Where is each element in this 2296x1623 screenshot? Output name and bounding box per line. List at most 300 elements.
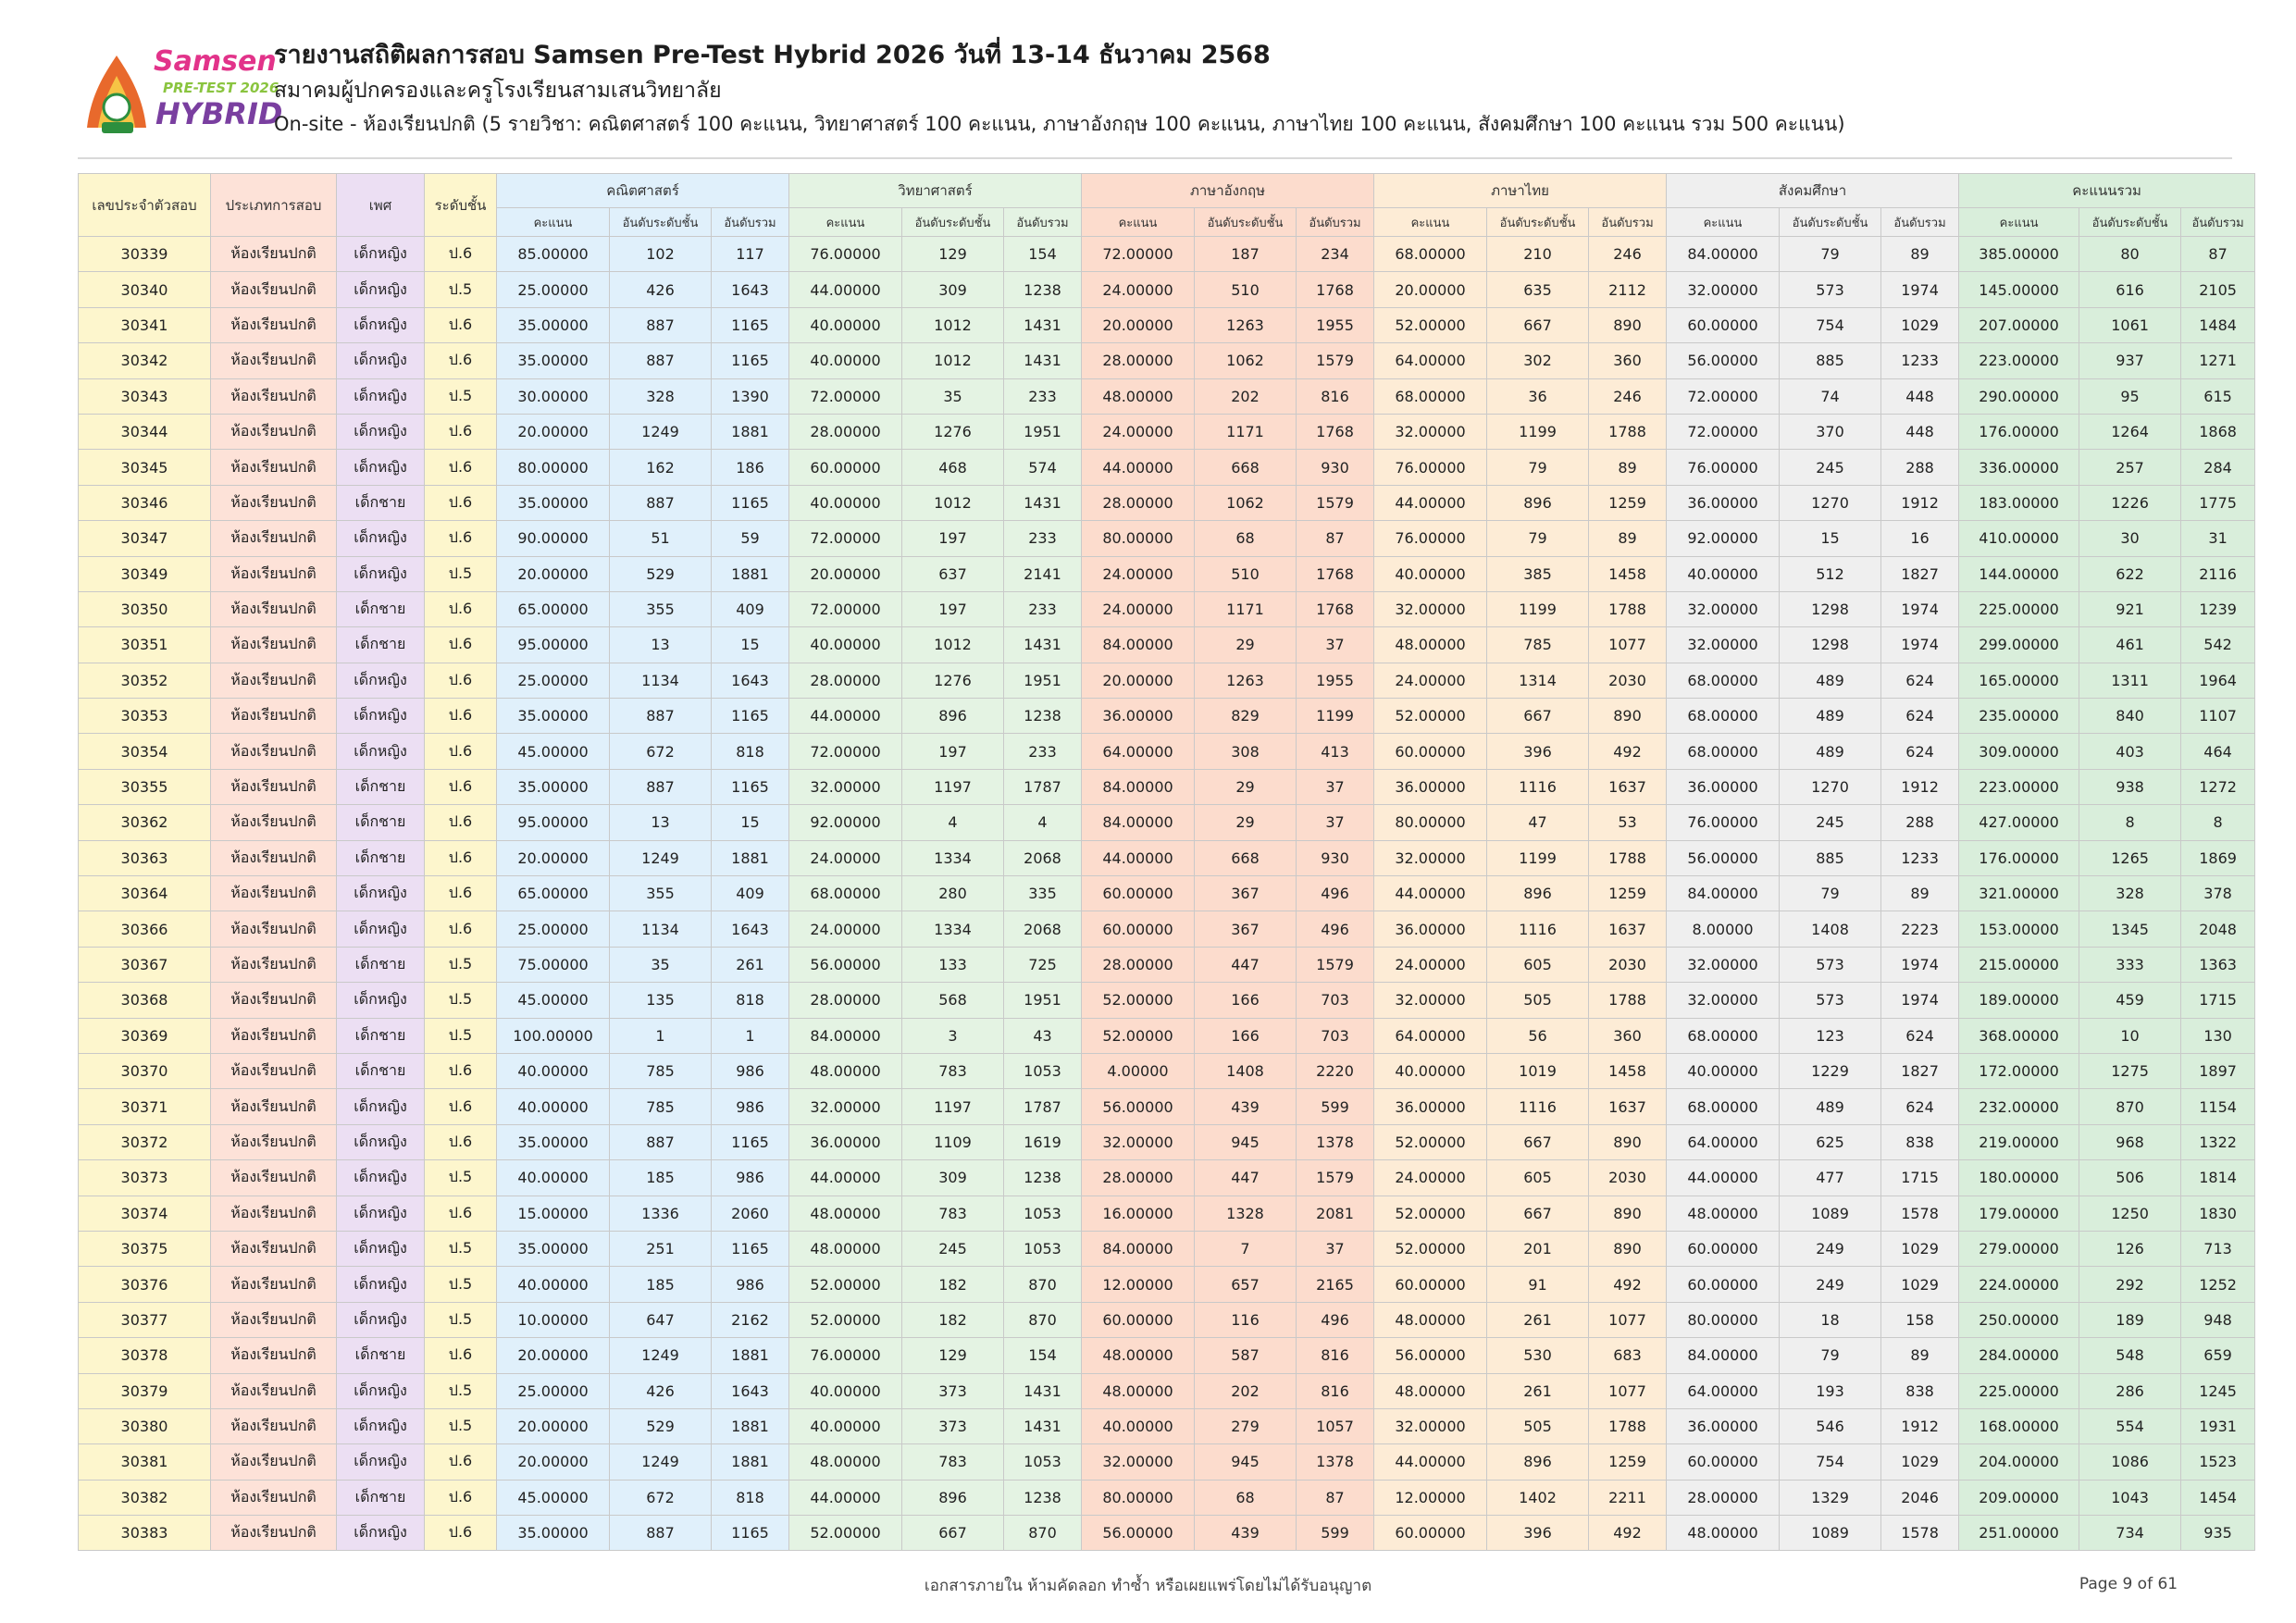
- cell-social-score: 84.00000: [1667, 876, 1780, 911]
- cell-math-rank-level: 887: [610, 307, 712, 342]
- cell-total-rank-all: 284: [2181, 450, 2255, 485]
- cell-total-rank-all: 2116: [2181, 556, 2255, 591]
- cell-sex: เด็กหญิง: [337, 272, 425, 307]
- cell-level: ป.6: [425, 1516, 497, 1551]
- cell-social-rank-all: 288: [1881, 450, 1959, 485]
- cell-social-rank-all: 2046: [1881, 1480, 1959, 1515]
- cell-math-score: 20.00000: [497, 556, 610, 591]
- cell-thai-rank-level: 605: [1487, 1160, 1589, 1196]
- cell-total-rank-level: 1264: [2079, 414, 2181, 449]
- cell-social-score: 60.00000: [1667, 1231, 1780, 1266]
- cell-total-rank-all: 615: [2181, 378, 2255, 414]
- cell-science-rank-all: 1951: [1004, 663, 1082, 698]
- cell-exam-id: 30344: [79, 414, 211, 449]
- cell-english-rank-all: 1579: [1297, 947, 1374, 982]
- cell-science-rank-level: 309: [902, 1160, 1004, 1196]
- cell-english-rank-level: 668: [1195, 840, 1297, 875]
- cell-social-rank-level: 1298: [1780, 627, 1881, 663]
- report-header: [78, 33, 2234, 150]
- cell-english-score: 80.00000: [1082, 521, 1195, 556]
- cell-social-score: 32.00000: [1667, 591, 1780, 626]
- cell-social-rank-level: 489: [1780, 699, 1881, 734]
- cell-social-score: 60.00000: [1667, 1444, 1780, 1480]
- cell-math-rank-all: 117: [712, 237, 789, 272]
- cell-thai-rank-level: 896: [1487, 485, 1589, 520]
- cell-sex: เด็กหญิง: [337, 1302, 425, 1337]
- cell-math-score: 35.00000: [497, 699, 610, 734]
- cell-science-rank-level: 35: [902, 378, 1004, 414]
- cell-thai-rank-all: 2211: [1589, 1480, 1667, 1515]
- cell-thai-score: 68.00000: [1374, 237, 1487, 272]
- cell-math-score: 45.00000: [497, 734, 610, 769]
- cell-science-rank-level: 1276: [902, 414, 1004, 449]
- cell-english-rank-all: 1579: [1297, 343, 1374, 378]
- cell-thai-rank-level: 1402: [1487, 1480, 1589, 1515]
- cell-thai-score: 24.00000: [1374, 1160, 1487, 1196]
- cell-level: ป.5: [425, 1018, 497, 1053]
- cell-total-rank-level: 1061: [2079, 307, 2181, 342]
- table-row: [79, 1480, 2255, 1515]
- cell-exam-type: ห้องเรียนปกติ: [211, 627, 337, 663]
- cell-total-score: 180.00000: [1959, 1160, 2079, 1196]
- cell-math-score: 45.00000: [497, 1480, 610, 1515]
- cell-thai-rank-level: 667: [1487, 307, 1589, 342]
- cell-thai-rank-all: 1259: [1589, 1444, 1667, 1480]
- cell-math-rank-level: 529: [610, 1408, 712, 1443]
- cell-science-rank-all: 154: [1004, 1338, 1082, 1373]
- cell-english-score: 32.00000: [1082, 1124, 1195, 1159]
- cell-level: ป.5: [425, 947, 497, 982]
- cell-total-score: 299.00000: [1959, 627, 2079, 663]
- cell-thai-score: 12.00000: [1374, 1480, 1487, 1515]
- cell-social-score: 72.00000: [1667, 414, 1780, 449]
- cell-exam-type: ห้องเรียนปกติ: [211, 1302, 337, 1337]
- cell-thai-rank-level: 1199: [1487, 840, 1589, 875]
- samsen-hybrid-logo: [78, 39, 283, 142]
- cell-math-score: 25.00000: [497, 1373, 610, 1408]
- cell-thai-rank-level: 302: [1487, 343, 1589, 378]
- cell-science-rank-all: 1238: [1004, 1160, 1082, 1196]
- cell-science-rank-level: 568: [902, 983, 1004, 1018]
- cell-sex: เด็กชาย: [337, 591, 425, 626]
- cell-math-rank-level: 887: [610, 1516, 712, 1551]
- cell-level: ป.6: [425, 1196, 497, 1231]
- cell-social-score: 32.00000: [1667, 272, 1780, 307]
- cell-english-score: 84.00000: [1082, 769, 1195, 804]
- cell-total-rank-level: 734: [2079, 1516, 2181, 1551]
- cell-social-score: 64.00000: [1667, 1373, 1780, 1408]
- cell-exam-id: 30380: [79, 1408, 211, 1443]
- cell-science-rank-all: 1431: [1004, 1373, 1082, 1408]
- cell-total-rank-level: 189: [2079, 1302, 2181, 1337]
- cell-math-score: 45.00000: [497, 983, 610, 1018]
- cell-thai-rank-level: 1199: [1487, 591, 1589, 626]
- cell-social-rank-all: 1974: [1881, 272, 1959, 307]
- cell-english-score: 72.00000: [1082, 237, 1195, 272]
- cell-sex: เด็กหญิง: [337, 734, 425, 769]
- cell-exam-id: 30362: [79, 805, 211, 840]
- cell-exam-type: ห้องเรียนปกติ: [211, 556, 337, 591]
- cell-thai-rank-level: 201: [1487, 1231, 1589, 1266]
- cell-total-rank-level: 1345: [2079, 911, 2181, 947]
- cell-total-rank-all: 1715: [2181, 983, 2255, 1018]
- subheader-rank-level: อันดับระดับชั้น: [1195, 208, 1297, 237]
- cell-exam-type: ห้องเรียนปกติ: [211, 1516, 337, 1551]
- cell-social-rank-level: 1229: [1780, 1053, 1881, 1088]
- cell-english-rank-level: 68: [1195, 521, 1297, 556]
- cell-social-score: 68.00000: [1667, 663, 1780, 698]
- cell-total-rank-all: 87: [2181, 237, 2255, 272]
- cell-english-score: 28.00000: [1082, 485, 1195, 520]
- cell-english-rank-level: 439: [1195, 1089, 1297, 1124]
- cell-science-rank-all: 1431: [1004, 627, 1082, 663]
- cell-math-rank-level: 1336: [610, 1196, 712, 1231]
- cell-social-rank-all: 624: [1881, 663, 1959, 698]
- cell-thai-rank-level: 261: [1487, 1373, 1589, 1408]
- cell-math-score: 95.00000: [497, 805, 610, 840]
- cell-social-rank-all: 1578: [1881, 1516, 1959, 1551]
- cell-social-rank-all: 1827: [1881, 1053, 1959, 1088]
- cell-thai-score: 76.00000: [1374, 521, 1487, 556]
- cell-thai-rank-all: 1077: [1589, 1373, 1667, 1408]
- cell-english-score: 28.00000: [1082, 343, 1195, 378]
- cell-social-score: 40.00000: [1667, 556, 1780, 591]
- cell-science-score: 24.00000: [789, 840, 902, 875]
- cell-thai-rank-level: 505: [1487, 983, 1589, 1018]
- cell-math-score: 85.00000: [497, 237, 610, 272]
- cell-social-rank-all: 1827: [1881, 556, 1959, 591]
- cell-science-rank-level: 1012: [902, 485, 1004, 520]
- cell-thai-score: 68.00000: [1374, 378, 1487, 414]
- table-row: [79, 414, 2255, 449]
- cell-english-rank-all: 496: [1297, 911, 1374, 947]
- cell-social-rank-level: 249: [1780, 1267, 1881, 1302]
- cell-thai-score: 80.00000: [1374, 805, 1487, 840]
- cell-social-score: 68.00000: [1667, 1018, 1780, 1053]
- subheader-rank-level: อันดับระดับชั้น: [1780, 208, 1881, 237]
- cell-thai-score: 36.00000: [1374, 769, 1487, 804]
- table-row: [79, 1408, 2255, 1443]
- cell-sex: เด็กชาย: [337, 805, 425, 840]
- cell-english-score: 44.00000: [1082, 450, 1195, 485]
- cell-science-score: 56.00000: [789, 947, 902, 982]
- cell-thai-score: 52.00000: [1374, 1124, 1487, 1159]
- cell-thai-score: 32.00000: [1374, 591, 1487, 626]
- cell-social-score: 32.00000: [1667, 983, 1780, 1018]
- cell-total-rank-all: 1271: [2181, 343, 2255, 378]
- cell-exam-type: ห้องเรียนปกติ: [211, 1231, 337, 1266]
- cell-english-rank-level: 1062: [1195, 485, 1297, 520]
- cell-science-rank-all: 1053: [1004, 1196, 1082, 1231]
- cell-english-rank-level: 279: [1195, 1408, 1297, 1443]
- cell-thai-score: 32.00000: [1374, 1408, 1487, 1443]
- cell-science-rank-all: 43: [1004, 1018, 1082, 1053]
- cell-total-rank-level: 328: [2079, 876, 2181, 911]
- cell-social-rank-all: 89: [1881, 1338, 1959, 1373]
- cell-exam-type: ห้องเรียนปกติ: [211, 1338, 337, 1373]
- cell-english-score: 40.00000: [1082, 1408, 1195, 1443]
- cell-total-rank-level: 840: [2079, 699, 2181, 734]
- cell-thai-rank-level: 91: [1487, 1267, 1589, 1302]
- cell-exam-id: 30367: [79, 947, 211, 982]
- cell-science-score: 32.00000: [789, 769, 902, 804]
- cell-total-rank-level: 968: [2079, 1124, 2181, 1159]
- cell-social-rank-all: 624: [1881, 1089, 1959, 1124]
- cell-thai-score: 56.00000: [1374, 1338, 1487, 1373]
- cell-english-rank-level: 166: [1195, 983, 1297, 1018]
- cell-english-rank-level: 1171: [1195, 591, 1297, 626]
- cell-thai-rank-all: 53: [1589, 805, 1667, 840]
- svg-text:PRE-TEST 2026: PRE-TEST 2026: [163, 80, 279, 96]
- cell-science-score: 72.00000: [789, 734, 902, 769]
- cell-exam-id: 30383: [79, 1516, 211, 1551]
- cell-english-rank-all: 2220: [1297, 1053, 1374, 1088]
- cell-english-rank-all: 1955: [1297, 663, 1374, 698]
- cell-science-rank-level: 783: [902, 1444, 1004, 1480]
- cell-thai-score: 48.00000: [1374, 1373, 1487, 1408]
- cell-english-rank-all: 930: [1297, 450, 1374, 485]
- col-header-level: ระดับชั้น: [425, 174, 497, 237]
- cell-social-rank-level: 79: [1780, 1338, 1881, 1373]
- cell-science-rank-all: 1238: [1004, 272, 1082, 307]
- cell-thai-rank-all: 1259: [1589, 876, 1667, 911]
- cell-thai-rank-level: 667: [1487, 1124, 1589, 1159]
- cell-science-score: 48.00000: [789, 1444, 902, 1480]
- col-header-id: เลขประจำตัวสอบ: [79, 174, 211, 237]
- cell-sex: เด็กหญิง: [337, 1231, 425, 1266]
- cell-exam-id: 30382: [79, 1480, 211, 1515]
- cell-exam-id: 30374: [79, 1196, 211, 1231]
- cell-exam-type: ห้องเรียนปกติ: [211, 1480, 337, 1515]
- cell-math-rank-all: 1165: [712, 769, 789, 804]
- cell-total-rank-all: 1931: [2181, 1408, 2255, 1443]
- cell-thai-rank-level: 385: [1487, 556, 1589, 591]
- cell-english-rank-all: 599: [1297, 1516, 1374, 1551]
- cell-science-rank-all: 4: [1004, 805, 1082, 840]
- cell-sex: เด็กชาย: [337, 627, 425, 663]
- cell-sex: เด็กชาย: [337, 485, 425, 520]
- cell-level: ป.6: [425, 1480, 497, 1515]
- table-row: [79, 1302, 2255, 1337]
- cell-science-score: 60.00000: [789, 450, 902, 485]
- cell-english-rank-all: 816: [1297, 1373, 1374, 1408]
- cell-math-rank-all: 261: [712, 947, 789, 982]
- table-row: [79, 450, 2255, 485]
- cell-science-rank-all: 154: [1004, 237, 1082, 272]
- cell-level: ป.5: [425, 1302, 497, 1337]
- cell-math-rank-all: 1: [712, 1018, 789, 1053]
- table-row: [79, 1231, 2255, 1266]
- cell-level: ป.5: [425, 378, 497, 414]
- cell-math-score: 25.00000: [497, 663, 610, 698]
- cell-thai-rank-all: 1637: [1589, 769, 1667, 804]
- cell-english-rank-all: 37: [1297, 1231, 1374, 1266]
- subheader-rank-all: อันดับรวม: [712, 208, 789, 237]
- table-row: [79, 521, 2255, 556]
- col-header-total: คะแนนรวม: [1959, 174, 2255, 208]
- cell-social-rank-all: 2223: [1881, 911, 1959, 947]
- table-row: [79, 876, 2255, 911]
- cell-math-rank-all: 1643: [712, 911, 789, 947]
- subheader-score: คะแนน: [1959, 208, 2079, 237]
- cell-math-score: 40.00000: [497, 1089, 610, 1124]
- cell-social-rank-level: 79: [1780, 237, 1881, 272]
- cell-english-score: 84.00000: [1082, 805, 1195, 840]
- cell-social-rank-level: 754: [1780, 307, 1881, 342]
- cell-social-rank-all: 624: [1881, 1018, 1959, 1053]
- cell-math-rank-level: 887: [610, 485, 712, 520]
- cell-total-rank-level: 506: [2079, 1160, 2181, 1196]
- cell-social-rank-all: 1974: [1881, 591, 1959, 626]
- cell-exam-type: ห้องเรียนปกติ: [211, 343, 337, 378]
- cell-thai-rank-all: 492: [1589, 1516, 1667, 1551]
- cell-exam-type: ห้องเรียนปกติ: [211, 450, 337, 485]
- cell-social-rank-level: 1089: [1780, 1196, 1881, 1231]
- cell-science-score: 68.00000: [789, 876, 902, 911]
- cell-total-rank-level: 126: [2079, 1231, 2181, 1266]
- cell-exam-type: ห้องเรียนปกติ: [211, 1196, 337, 1231]
- cell-science-score: 44.00000: [789, 272, 902, 307]
- cell-total-score: 225.00000: [1959, 1373, 2079, 1408]
- cell-science-score: 40.00000: [789, 627, 902, 663]
- cell-math-rank-level: 672: [610, 734, 712, 769]
- cell-math-rank-all: 186: [712, 450, 789, 485]
- cell-total-score: 250.00000: [1959, 1302, 2079, 1337]
- cell-level: ป.6: [425, 1053, 497, 1088]
- cell-thai-rank-level: 1116: [1487, 911, 1589, 947]
- cell-thai-rank-level: 79: [1487, 450, 1589, 485]
- cell-total-rank-all: 1363: [2181, 947, 2255, 982]
- cell-math-rank-all: 59: [712, 521, 789, 556]
- cell-social-rank-level: 489: [1780, 663, 1881, 698]
- cell-total-rank-all: 1322: [2181, 1124, 2255, 1159]
- col-header-english: ภาษาอังกฤษ: [1082, 174, 1374, 208]
- cell-science-rank-all: 870: [1004, 1267, 1082, 1302]
- cell-level: ป.6: [425, 734, 497, 769]
- cell-sex: เด็กหญิง: [337, 1124, 425, 1159]
- cell-exam-type: ห้องเรียนปกติ: [211, 1373, 337, 1408]
- cell-social-rank-level: 1270: [1780, 769, 1881, 804]
- cell-level: ป.5: [425, 556, 497, 591]
- cell-sex: เด็กชาย: [337, 1480, 425, 1515]
- cell-social-score: 68.00000: [1667, 734, 1780, 769]
- cell-math-rank-all: 1165: [712, 343, 789, 378]
- cell-total-rank-all: 1868: [2181, 414, 2255, 449]
- cell-social-rank-all: 1912: [1881, 485, 1959, 520]
- cell-science-rank-level: 129: [902, 1338, 1004, 1373]
- cell-math-rank-level: 162: [610, 450, 712, 485]
- cell-math-score: 40.00000: [497, 1160, 610, 1196]
- cell-social-rank-level: 546: [1780, 1408, 1881, 1443]
- table-row: [79, 378, 2255, 414]
- cell-total-rank-all: 378: [2181, 876, 2255, 911]
- cell-social-rank-all: 1029: [1881, 307, 1959, 342]
- cell-thai-rank-all: 492: [1589, 734, 1667, 769]
- cell-total-score: 219.00000: [1959, 1124, 2079, 1159]
- cell-social-score: 84.00000: [1667, 237, 1780, 272]
- cell-exam-id: 30347: [79, 521, 211, 556]
- cell-english-score: 48.00000: [1082, 1338, 1195, 1373]
- cell-math-rank-all: 1165: [712, 307, 789, 342]
- cell-math-rank-all: 1643: [712, 1373, 789, 1408]
- cell-math-score: 65.00000: [497, 876, 610, 911]
- cell-english-rank-all: 413: [1297, 734, 1374, 769]
- cell-social-score: 36.00000: [1667, 485, 1780, 520]
- cell-thai-rank-all: 360: [1589, 343, 1667, 378]
- cell-exam-type: ห้องเรียนปกติ: [211, 663, 337, 698]
- cell-science-score: 76.00000: [789, 237, 902, 272]
- cell-science-rank-all: 725: [1004, 947, 1082, 982]
- subheader-rank-all: อันดับรวม: [1297, 208, 1374, 237]
- cell-science-score: 52.00000: [789, 1516, 902, 1551]
- cell-science-score: 52.00000: [789, 1267, 902, 1302]
- cell-thai-score: 76.00000: [1374, 450, 1487, 485]
- table-row: [79, 947, 2255, 982]
- cell-english-score: 84.00000: [1082, 1231, 1195, 1266]
- cell-exam-type: ห้องเรียนปกติ: [211, 840, 337, 875]
- cell-level: ป.6: [425, 911, 497, 947]
- cell-english-rank-all: 496: [1297, 876, 1374, 911]
- cell-sex: เด็กหญิง: [337, 521, 425, 556]
- cell-science-rank-all: 2068: [1004, 911, 1082, 947]
- cell-social-rank-all: 1233: [1881, 343, 1959, 378]
- cell-science-rank-all: 233: [1004, 591, 1082, 626]
- cell-science-score: 52.00000: [789, 1302, 902, 1337]
- cell-sex: เด็กหญิง: [337, 1089, 425, 1124]
- col-header-sex: เพศ: [337, 174, 425, 237]
- cell-sex: เด็กหญิง: [337, 876, 425, 911]
- subheader-rank-level: อันดับระดับชั้น: [1487, 208, 1589, 237]
- cell-sex: เด็กชาย: [337, 1338, 425, 1373]
- cell-thai-rank-level: 896: [1487, 1444, 1589, 1480]
- cell-science-score: 44.00000: [789, 1480, 902, 1515]
- cell-science-rank-all: 1431: [1004, 307, 1082, 342]
- cell-math-score: 95.00000: [497, 627, 610, 663]
- cell-total-score: 321.00000: [1959, 876, 2079, 911]
- cell-social-rank-level: 573: [1780, 272, 1881, 307]
- cell-english-rank-level: 29: [1195, 627, 1297, 663]
- cell-science-rank-all: 1053: [1004, 1053, 1082, 1088]
- cell-thai-rank-level: 605: [1487, 947, 1589, 982]
- cell-social-score: 40.00000: [1667, 1053, 1780, 1088]
- cell-total-rank-level: 1275: [2079, 1053, 2181, 1088]
- cell-science-rank-level: 309: [902, 272, 1004, 307]
- cell-science-rank-level: 4: [902, 805, 1004, 840]
- cell-science-score: 28.00000: [789, 663, 902, 698]
- table-row: [79, 983, 2255, 1018]
- cell-english-score: 84.00000: [1082, 627, 1195, 663]
- cell-total-rank-level: 622: [2079, 556, 2181, 591]
- cell-math-rank-level: 887: [610, 699, 712, 734]
- cell-level: ป.6: [425, 699, 497, 734]
- cell-english-rank-level: 187: [1195, 237, 1297, 272]
- table-row: [79, 1196, 2255, 1231]
- cell-exam-id: 30355: [79, 769, 211, 804]
- cell-math-score: 100.00000: [497, 1018, 610, 1053]
- svg-text:Samsen: Samsen: [154, 45, 277, 78]
- cell-math-rank-all: 1881: [712, 556, 789, 591]
- report-title: รายงานสถิติผลการสอบ Samsen Pre-Test Hybrid 2026 วันที่ 13-14 ธันวาคม 2568: [274, 41, 1271, 69]
- cell-total-rank-all: 713: [2181, 1231, 2255, 1266]
- cell-science-rank-level: 133: [902, 947, 1004, 982]
- cell-social-score: 72.00000: [1667, 378, 1780, 414]
- cell-english-rank-level: 657: [1195, 1267, 1297, 1302]
- cell-level: ป.5: [425, 272, 497, 307]
- cell-thai-rank-all: 1788: [1589, 591, 1667, 626]
- cell-thai-rank-level: 1314: [1487, 663, 1589, 698]
- cell-level: ป.6: [425, 876, 497, 911]
- organizer-name: สมาคมผู้ปกครองและครูโรงเรียนสามเสนวิทยาลัย: [274, 79, 722, 103]
